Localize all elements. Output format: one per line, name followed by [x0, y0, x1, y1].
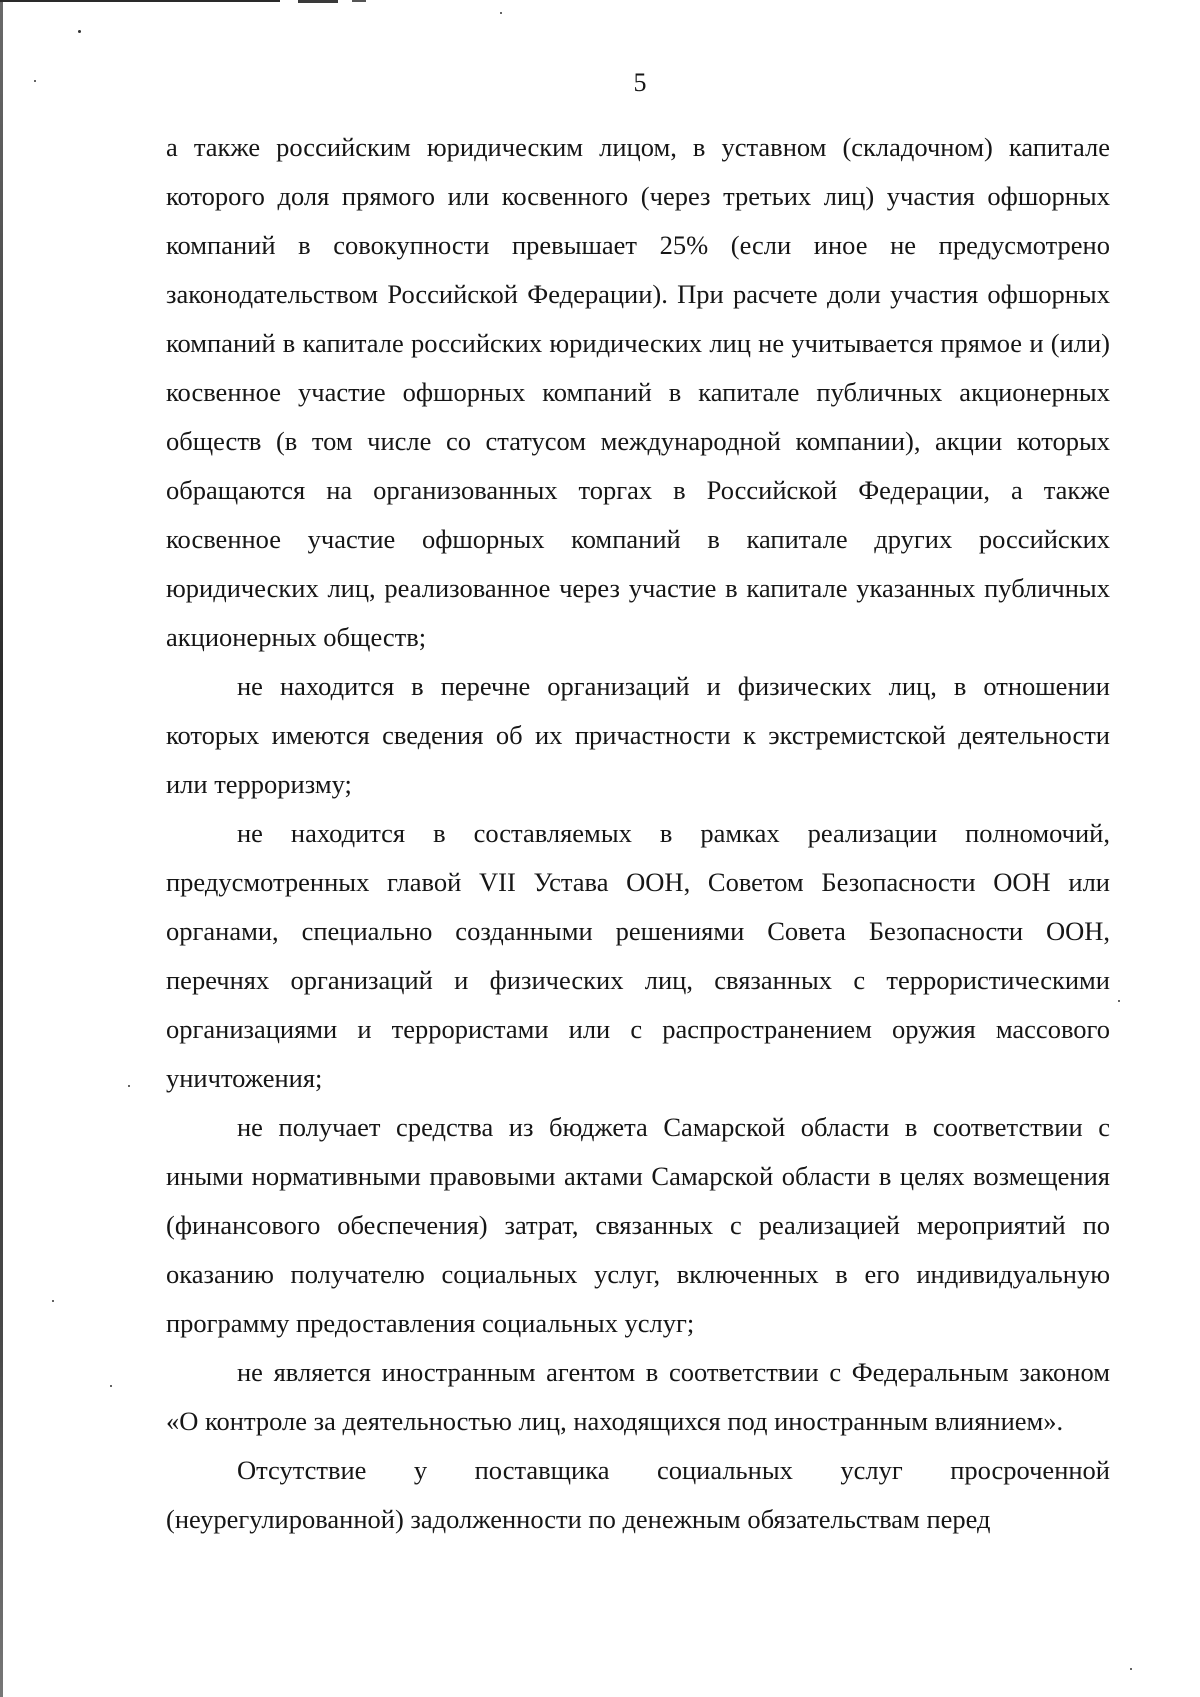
scan-speck [52, 1300, 54, 1302]
scan-speck [78, 30, 81, 33]
scan-speck [110, 1385, 112, 1387]
scan-top-artifact [0, 0, 280, 2]
scan-border-artifact [0, 0, 3, 1697]
scan-top-artifact [352, 0, 366, 2]
scan-top-artifact [298, 0, 338, 3]
paragraph: не получает средства из бюджета Самарской области в соответствии с иными нормативными правовыми актами Самарской области в целях возмещения (финансового обеспечения) затрат, связанных с реализацией мероприятий по оказанию получателю социальных услуг, включенных в его индивидуальную программу предоставления социальных услуг; [166, 1112, 1110, 1338]
paragraph: Отсутствие у поставщика социальных услуг просроченной (неурегулированной) задолженности по денежным обязательствам перед [166, 1455, 1110, 1534]
scan-speck [1118, 1000, 1120, 1002]
paragraph: не находится в перечне организаций и физических лиц, в отношении которых имеются сведения об их причастности к экстремистской деятельности или терроризму; [166, 671, 1110, 799]
paragraph: а также российским юридическим лицом, в уставном (складочном) капитале которого доля прямого или косвенного (через третьих лиц) участия офшорных компаний в совокупности превышает 25% (если иное не предусмотрено законодательством Российской Федерации). При расчете доли участия офшорных компаний в капитале российских юридических лиц не учитывается прямое и (или) косвенное участие офшорных компаний в капитале публичных акционерных обществ (в том числе со статусом международной компании), акции которых обращаются на организованных торгах в Российской Федерации, а также косвенное участие офшорных компаний в капитале других российских юридических лиц, реализованное через участие в капитале указанных публичных акционерных обществ; [166, 132, 1110, 652]
document-body [166, 123, 1110, 1544]
scan-speck [128, 1085, 130, 1087]
page-number: 5 [633, 68, 647, 97]
scan-speck [1130, 1668, 1132, 1670]
paragraph: не находится в составляемых в рамках реализации полномочий, предусмотренных главой VII Устава ООН, Советом Безопасности ООН или органами, специально созданными решениями Совета Безопасности ООН, перечнях организаций и физических лиц, связанных с террористическими организациями и террористами или с распространением оружия массового уничтожения; [166, 818, 1110, 1093]
paragraph: не является иностранным агентом в соответствии с Федеральным законом «О контроле за деятельностью лиц, находящихся под иностранным влиянием». [166, 1357, 1110, 1436]
scan-speck [500, 12, 502, 14]
